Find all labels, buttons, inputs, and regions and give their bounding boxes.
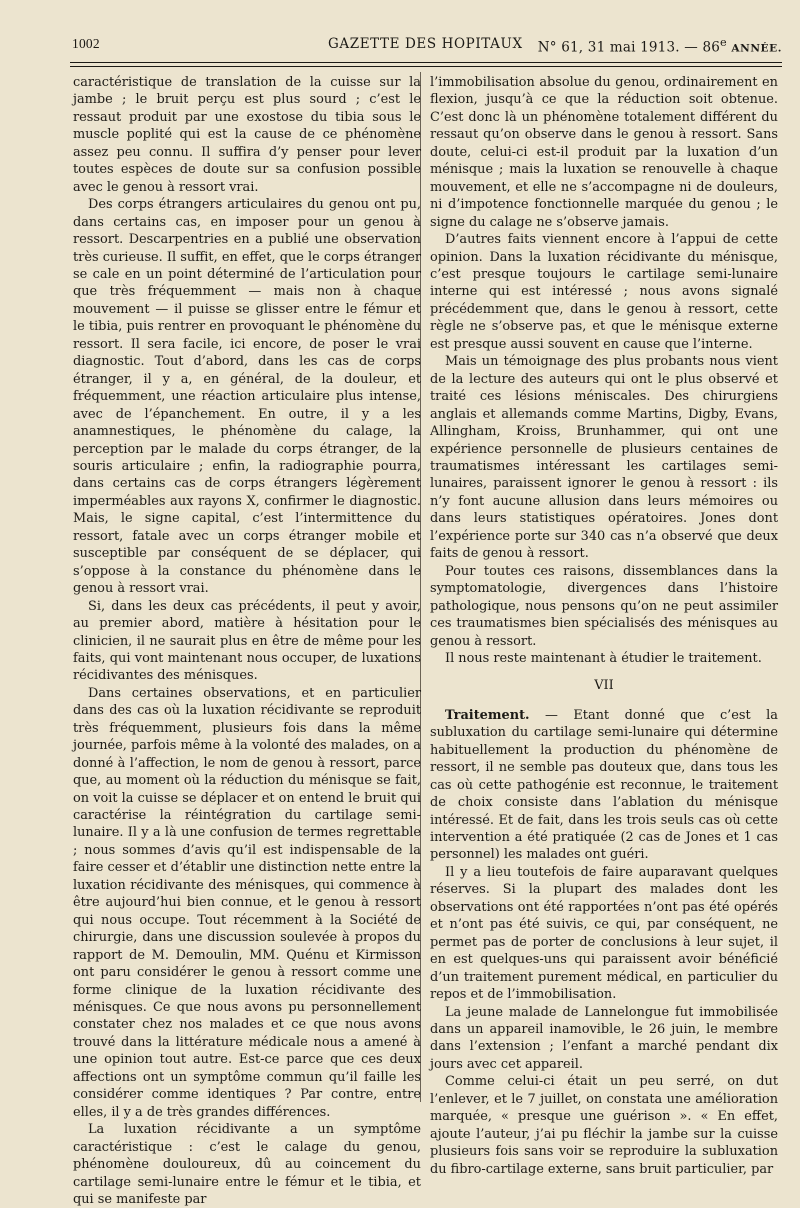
issue-info [538,36,782,56]
section-title: Traitement. [445,707,530,723]
issue-year-label: ANNÉE. [731,42,782,55]
section-text: — Etant donné que c’est la subluxation du cartilage semi-lunaire qui détermine habituellement la production du phénomène de ressort, il ne semble pas douteux que, dans tous les cas où cette pathogénie est reconnue, le traitement de choix consiste dans l’ablation du ménisque intéressé. Et de fait, dans les trois seuls cas où cette intervention a été pratiquée (2 cas de Jones et 1 cas personnel) les malades ont guéri. [430,707,778,863]
paragraph: Pour toutes ces raisons, dissemblances dans la symptomatologie, divergences dans l’histoire pathologique, nous pensons qu’on ne peut assimiler ces traumatismes bien spécialisés des ménisques au genou à ressort. [430,563,778,649]
paragraph: Il nous reste maintenant à étudier le traitement. [445,650,762,666]
header-rule-bottom [70,66,782,67]
header-rule-top [70,62,782,63]
paragraph: caractéristique de translation de la cuisse sur la jambe ; le bruit perçu est plus sourd ; c’est le ressaut produit par une exostose du tibia sous le muscle poplité qui est la cause de ce phénomène assez peu connu. Il suffira d’y penser pour lever toutes espèces de doute sur sa confusion possible avec le genou à ressort vrai. [73,75,421,195]
journal-title: GAZETTE DES HOPITAUX [328,36,523,52]
paragraph: Dans certaines observations, et en particulier dans des cas où la luxation récidivante se reproduit très fréquemment, plusieurs fois dans la même journée, parfois même à la volonté des malades, on a donné à l’affection, le nom de genou à ressort, parce que, au moment où la réduction du ménisque se fait, on voit la cuisse se déplacer et on entend le bruit qui caractérise la réintégration du cartilage semi-lunaire. Il y a là une confusion de termes regrettable ; nous sommes d’avis qu’il est indispensable de la faire cesser et d’établir une distinction nette entre la luxation récidivante des ménisques, qui commence à être aujourd’hui bien connue, et le genou à ressort qui nous occupe. Tout récemment à la Société de chirurgie, dans une discussion soulevée à propos du rapport de M. Demoulin, MM. Quénu et Kirmisson ont paru considérer le genou à ressort comme une forme clinique de la luxation récidivante des ménisques. Ce que nous avons pu personnellement constater chez nos malades et ce que nous avons trouvé dans la littérature médicale nous a amené à une opinion tout autre. Est-ce parce que ces deux affections ont un symptôme commun qu’il faille les considérer comme identiques ? Par contre, entre elles, il y a de très grandes différences. [73,685,421,1120]
left-column [73,74,421,1208]
paragraph: Des corps étrangers articulaires du genou ont pu, dans certains cas, en imposer pour un genou à ressort. Descarpentries en a publié une observation très curieuse. Il suffit, en effet, que le corps étranger se cale en un point déterminé de l’articulation pour que très fréquemment — mais non à chaque mouvement — il puisse se glisser entre le fémur et le tibia, puis rentrer en provoquant le phénomène du ressort. Il sera facile, ici encore, de poser le vrai diagnostic. Tout d’abord, dans les cas de corps étranger, il y a, en général, de la douleur, et fréquemment, une réaction articulaire plus intense, avec de l’épanchement. En outre, il y a les anamnestiques, le phénomène du calage, la perception par le malade du corps étranger, de la souris articulaire ; enfin, la radiographie pourra, dans certains cas de corps étrangers légèrement imperméables aux rayons X, confirmer le diagnostic. Mais, le signe capital, c’est l’intermittence du ressort, fatale avec un corps étranger mobile et susceptible par conséquent de se déplacer, qui s’oppose à la constance du phénomène dans le genou à ressort vrai. [73,197,421,597]
paragraph: La luxation récidivante a un symptôme caractéristique : c’est le calage du genou, phénomène douloureux, dû au coincement du cartilage semi-lunaire entre le fémur et le tibia, et qui se manifeste par [73,1122,421,1207]
paragraph: Si, dans les deux cas précédents, il peut y avoir, au premier abord, matière à hésitation pour le clinicien, il ne saurait plus en être de même pour les faits, qui vont maintenant nous occuper, de luxations récidivantes des ménisques. [73,598,421,684]
section-paragraph [430,707,778,864]
right-column [430,74,778,1178]
paragraph: D’autres faits viennent encore à l’appui de cette opinion. Dans la luxation récidivante du ménisque, c’est presque toujours le cartilage semi-lunaire interne qui est intéressé ; nous avons signalé précédemment que, dans le genou à ressort, cette règle ne s’observe pas, et que le ménisque externe est presque aussi souvent en cause que l’interne. [430,232,778,352]
issue-date: N° 61, 31 mai 1913. — 86 [537,39,721,56]
issue-ordinal-suffix: e [720,36,727,49]
section-number: VII [594,678,614,694]
paragraph: Comme celui-ci était un peu serré, on dut l’enlever, et le 7 juillet, on constata une amélioration marquée, « presque une guérison ». « En effet, ajoute l’auteur, j’ai pu fléchir la jambe sur la cuisse plusieurs fois sans voir se reproduire la subluxation du fibro-cartilage externe, sans bruit particulier, par [430,1074,778,1177]
paragraph: Mais un témoignage des plus probants nous vient de la lecture des auteurs qui ont le plus observé et traité ces lésions méniscales. Des chirurgiens anglais et allemands comme Martins, Digby, Evans, Allingham, Kroiss, Brunhammer, qui ont une expérience personnelle de plusieurs centaines de traumatismes intéressant les cartilages semi-lunaires, paraissent ignorer le genou à ressort : ils n’y font aucune allusion dans leurs mémoires ou dans leurs statistiques opératoires. Jones dont l’expérience porte sur 340 cas n’a observé que deux faits de genou à ressort. [430,354,778,562]
running-header [70,36,782,58]
paragraph: La jeune malade de Lannelongue fut immobilisée dans un appareil inamovible, le 26 juin, le membre dans l’extension ; l’enfant a marché pendant dix jours avec cet appareil. [430,1004,778,1072]
paragraph: Il y a lieu toutefois de faire auparavant quelques réserves. Si la plupart des malades dont les observations ont été rapportées n’ont pas été opérés et n’ont pas été suivis, ce qui, par conséquent, ne permet pas de porter de conclusions à leur sujet, il en est quelques-uns qui paraissent avoir bénéficié d’un traitement purement médical, en particulier du repos et de l’immobilisation. [430,864,778,1003]
page-number: 1002 [72,36,100,51]
paragraph: l’immobilisation absolue du genou, ordinairement en flexion, jusqu’à ce que la réduction soit obtenue. C’est donc là un phénomène totalement différent du ressaut qu’on observe dans le genou à ressort. Sans doute, celui-ci est-il produit par la luxation d’un ménisque ; mais la luxation se renouvelle à chaque mouvement, et elle ne s’accompagne ni de douleurs, ni d’impotence fonctionnelle marquée du genou ; le signe du calage ne s’observe jamais. [430,75,778,230]
